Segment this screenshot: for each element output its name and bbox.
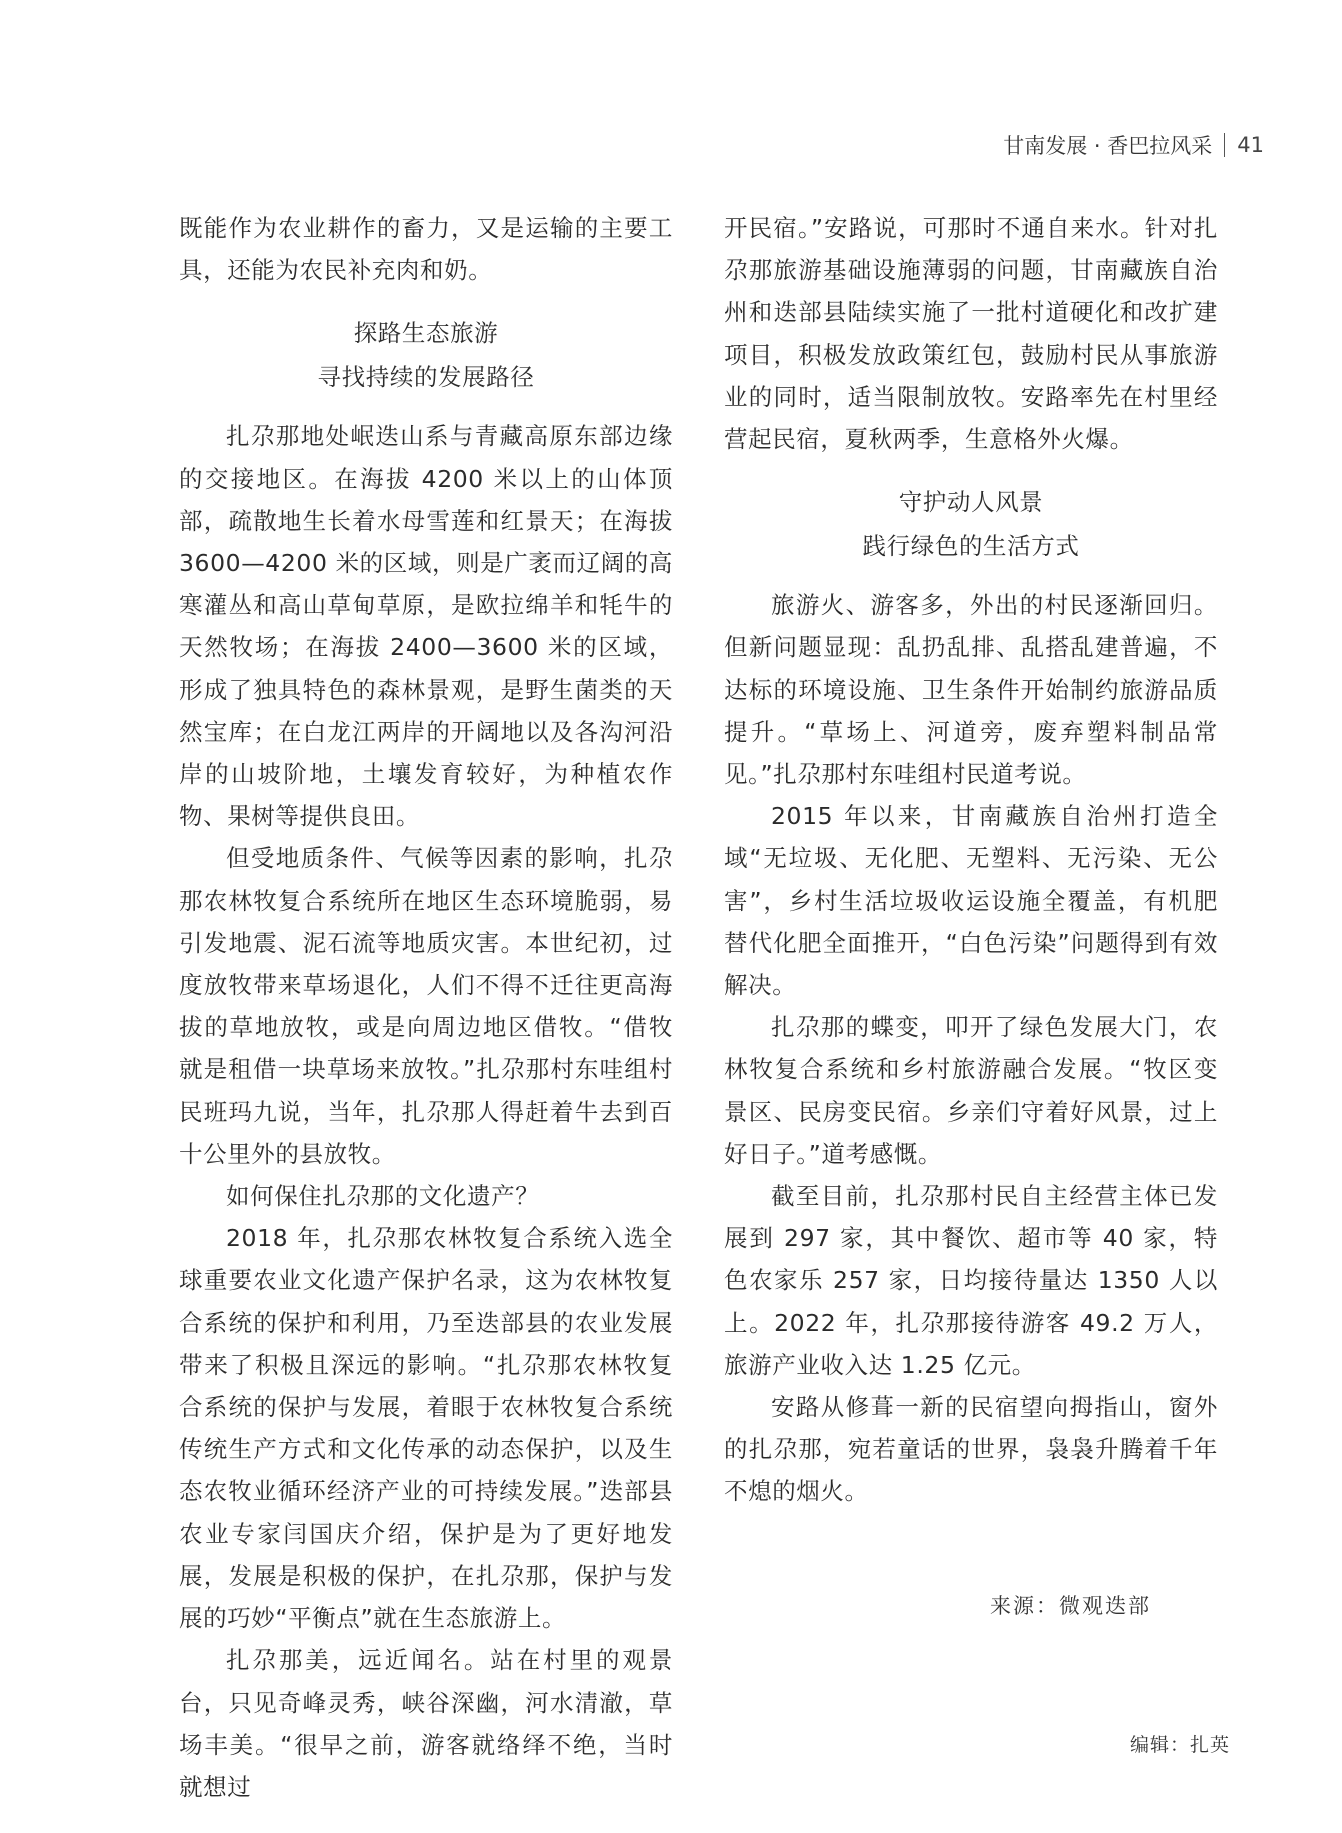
editor-credit: 编辑：扎英 — [1130, 1734, 1231, 1756]
section-heading — [179, 311, 673, 399]
paragraph: 2015 年以来，甘南藏族自治州打造全域“无垃圾、无化肥、无塑料、无污染、无公害”，乡村生活垃圾收运设施全覆盖，有机肥替代化肥全面推开，“白色污染”问题得到有效解决。 — [724, 802, 1218, 1000]
section-heading — [724, 480, 1218, 568]
left-column — [179, 207, 673, 1808]
paragraph: 开民宿。”安路说，可那时不通自来水。针对扎尕那旅游基础设施薄弱的问题，甘南藏族自治州和迭部县陆续实施了一批村道硬化和改扩建项目，积极发放政策红包，鼓励村民从事旅游业的同时，适当限制放牧。安路率先在村里经营起民宿，夏秋两季，生意格外火爆。 — [724, 214, 1218, 454]
paragraph: 安路从修葺一新的民宿望向拇指山，窗外的扎尕那，宛若童话的世界，袅袅升腾着千年不熄的烟火。 — [724, 1393, 1218, 1506]
header-divider — [1224, 133, 1225, 157]
paragraph: 扎尕那的蝶变，叩开了绿色发展大门，农林牧复合系统和乡村旅游融合发展。“牧区变景区、民房变民宿。乡亲们守着好风景，过上好日子。”道考感慨。 — [724, 1013, 1218, 1168]
running-header — [1003, 130, 1264, 160]
paragraph: 但受地质条件、气候等因素的影响，扎尕那农林牧复合系统所在地区生态环境脆弱，易引发地震、泥石流等地质灾害。本世纪初，过度放牧带来草场退化，人们不得不迁往更高海拔的草地放牧，或是向周边地区借牧。“借牧就是租借一块草场来放牧。”扎尕那村东哇组村民班玛九说，当年，扎尕那人得赶着牛去到百十公里外的县放牧。 — [179, 844, 673, 1168]
paragraph: 既能作为农业耕作的畜力，又是运输的主要工具，还能为农民补充肉和奶。 — [179, 214, 673, 285]
right-column — [724, 207, 1218, 1513]
heading-line: 探路生态旅游 — [353, 319, 499, 348]
heading-line: 寻找持续的发展路径 — [317, 363, 535, 392]
paragraph: 旅游火、游客多，外出的村民逐渐回归。但新问题显现：乱扔乱排、乱搭乱建普遍，不达标的环境设施、卫生条件开始制约旅游品质提升。“草场上、河道旁，废弃塑料制品常见。”扎尕那村东哇组村民道考说。 — [724, 591, 1218, 789]
heading-line: 践行绿色的生活方式 — [862, 532, 1080, 561]
paragraph: 如何保住扎尕那的文化遗产？ — [226, 1182, 540, 1211]
page-number: 41 — [1237, 133, 1264, 157]
source-credit: 来源：微观迭部 — [990, 1594, 1151, 1618]
heading-line: 守护动人风景 — [898, 488, 1044, 517]
paragraph: 2018 年，扎尕那农林牧复合系统入选全球重要农业文化遗产保护名录，这为农林牧复合系统的保护和利用，乃至迭部县的农业发展带来了积极且深远的影响。“扎尕那农林牧复合系统的保护与发展，着眼于农林牧复合系统传统生产方式和文化传承的动态保护，以及生态农牧业循环经济产业的可持续发展。”迭部县农业专家闫国庆介绍，保护是为了更好地发展，发展是积极的保护，在扎尕那，保护与发展的巧妙“平衡点”就在生态旅游上。 — [179, 1224, 673, 1633]
paragraph: 扎尕那地处岷迭山系与青藏高原东部边缘的交接地区。在海拔 4200 米以上的山体顶部，疏散地生长着水母雪莲和红景天；在海拔 3600—4200 米的区域，则是广袤而辽阔的高寒灌丛和高山草甸草原，是欧拉绵羊和牦牛的天然牧场；在海拔 2400—3600 米的区域，形成了独具特色的森林景观，是野生菌类的天然宝库；在白龙江两岸的开阔地以及各沟河沿岸的山坡阶地，土壤发育较好，为种植农作物、果树等提供良田。 — [179, 422, 673, 831]
section-title: 甘南发展 · 香巴拉风采 — [1003, 134, 1213, 158]
paragraph: 截至目前，扎尕那村民自主经营主体已发展到 297 家，其中餐饮、超市等 40 家，特色农家乐 257 家，日均接待量达 1350 人以上。2022 年，扎尕那接待游客 49.2 万人，旅游产业收入达 1.25 亿元。 — [724, 1182, 1218, 1379]
paragraph: 扎尕那美，远近闻名。站在村里的观景台，只见奇峰灵秀，峡谷深幽，河水清澈，草场丰美。“很早之前，游客就络绎不绝，当时就想过 — [179, 1646, 673, 1801]
